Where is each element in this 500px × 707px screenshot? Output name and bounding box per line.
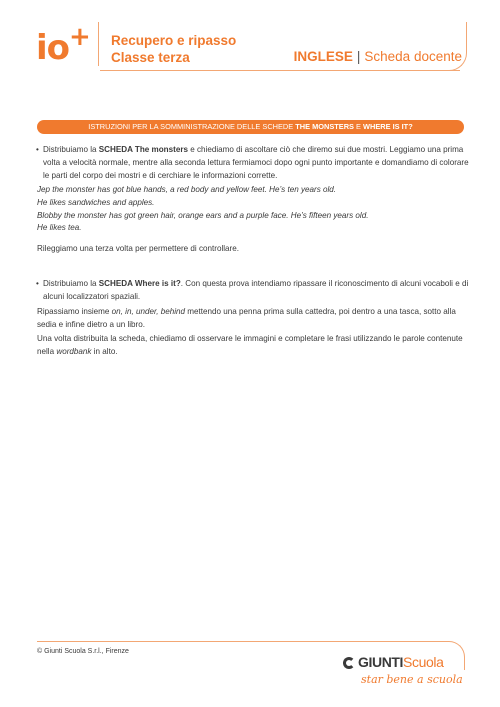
logo-plus: +	[69, 22, 91, 52]
banner-sheet1: THE MONSTERS	[295, 122, 354, 131]
header-rule	[100, 70, 460, 71]
banner-joiner: E	[353, 122, 364, 131]
header-corner	[432, 22, 467, 71]
copyright: © Giunti Scuola S.r.l., Firenze	[37, 648, 129, 655]
s2-p2-ital: on, in, under, behind	[111, 307, 186, 316]
instructions-banner	[37, 120, 464, 134]
brand-bold: GIUNTI	[358, 654, 404, 670]
s1-intro-post: e chiediamo di ascoltare ciò che diremo sui due mostri. Leggiamo una prima volta a velocità normale, mentre alla seconda lettura fermiamoci dopo ogni punto importante e domandiamo di colorare le parti del corpo dei mostri e di cerchiare le informazioni corrette.	[43, 145, 469, 180]
script-line: Blobby the monster has got green hair, orange ears and a purple face. He’s fifteen years old.	[37, 210, 369, 220]
script-line: He likes sandwiches and apples.	[37, 197, 155, 207]
sheet-type-label: Scheda docente	[364, 49, 462, 64]
subject-separator: |	[356, 49, 361, 64]
s2-p3-pre: Una volta distribuita la scheda, chiediamo di osservare le immagini e completare le frasi utilizzando le parole contenute nella	[37, 334, 463, 356]
banner-sheet2: WHERE IS IT?	[363, 122, 413, 131]
banner-prefix: ISTRUZIONI PER LA SOMMINISTRAZIONE DELLE SCHEDE	[88, 122, 296, 131]
s2-intro-post: . Con questa prova intendiamo ripassare il riconoscimento di alcuni vocaboli e di alcuni localizzatori spaziali.	[43, 279, 469, 301]
section1-closing: Rileggiamo una terza volta per permettere di controllare.	[37, 244, 239, 253]
s2-intro-bold: SCHEDA Where is it?	[98, 279, 181, 288]
io-plus-logo	[36, 22, 91, 68]
header-class: Classe terza	[111, 50, 190, 65]
header-title: Recupero e ripasso	[111, 33, 237, 48]
header-divider	[98, 22, 99, 66]
script-line: He likes tea.	[37, 223, 82, 233]
g-logo-icon	[343, 657, 355, 669]
s2-p3-ital: wordbank	[56, 346, 92, 356]
subject-label: INGLESE	[293, 49, 353, 64]
brand-slogan: star bene a scuola	[361, 673, 463, 686]
s2-intro-pre: Distribuiamo la	[43, 279, 99, 288]
section2-intro	[37, 278, 471, 304]
section2-complete	[37, 333, 465, 359]
brand-name	[358, 654, 443, 670]
s2-p2-post: mettendo una penna prima sulla cattedra, poi dentro a una tasca, sotto alla sedia e infine dietro a un libro.	[37, 307, 456, 329]
s1-intro-bold: SCHEDA The monsters	[98, 145, 188, 154]
logo-text: io	[36, 28, 70, 68]
footer-rule	[37, 641, 447, 642]
section2-review	[37, 306, 465, 332]
section1-intro	[37, 144, 471, 182]
s1-intro-pre: Distribuiamo la	[43, 145, 99, 154]
brand-light: Scuola	[403, 654, 444, 670]
monster-script	[37, 184, 465, 235]
script-line: Jep the monster has got blue hands, a red body and yellow feet. He’s ten years old.	[37, 185, 337, 194]
s2-p2-pre: Ripassiamo insieme	[37, 307, 112, 316]
s2-p3-post: in alto.	[91, 346, 118, 356]
giunti-scuola-logo	[343, 654, 463, 694]
